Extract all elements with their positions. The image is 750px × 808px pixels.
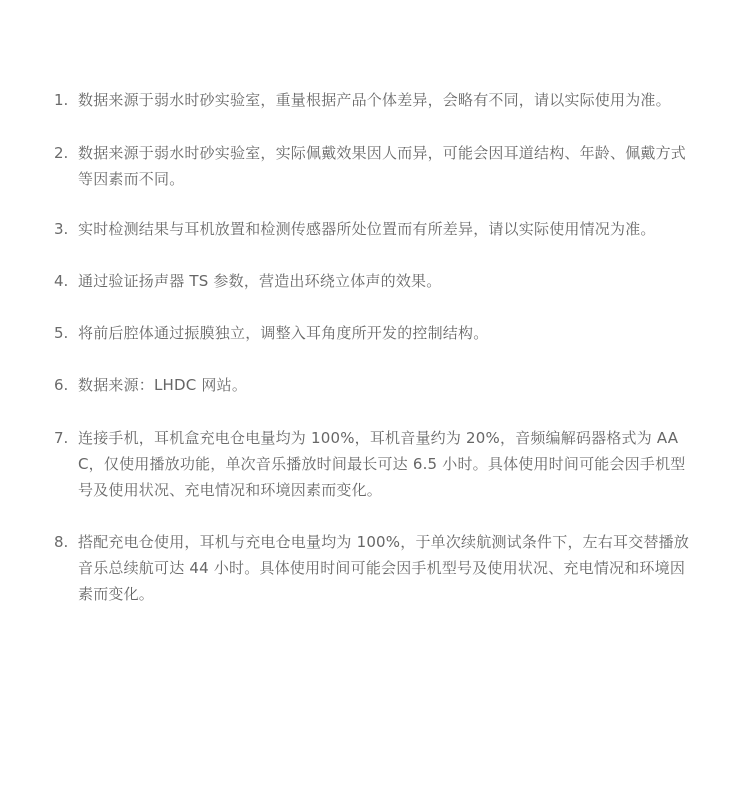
footnote-text: 将前后腔体通过振膜独立，调整入耳角度所开发的控制结构。 (78, 324, 489, 342)
footnote-number: 6. (54, 376, 69, 394)
footnote-text: 数据来源于弱水时砂实验室，实际佩戴效果因人而异，可能会因耳道结构、年龄、佩戴方式等因素而不同。 (78, 144, 687, 188)
footnote-number: 4. (54, 272, 69, 290)
footnote-number: 5. (54, 324, 69, 342)
footnote-text: 数据来源于弱水时砂实验室，重量根据产品个体差异，会略有不同，请以实际使用为准。 (78, 91, 671, 109)
footnote-text: 搭配充电仓使用，耳机与充电仓电量均为 100%，于单次续航测试条件下，左右耳交替播放音乐总续航可达 44 小时。具体使用时间可能会因手机型号及使用状况、充电情况和环境因素而变化。 (78, 533, 690, 603)
footnote-number: 2. (54, 144, 69, 162)
footnote-number: 7. (54, 429, 69, 447)
footnote-text: 实时检测结果与耳机放置和检测传感器所处位置而有所差异，请以实际使用情况为准。 (78, 220, 656, 238)
footnote-number: 1. (54, 91, 69, 109)
footnote-text: 连接手机，耳机盒充电仓电量均为 100%，耳机音量约为 20%，音频编解码器格式为 AAC，仅使用播放功能，单次音乐播放时间最长可达 6.5 小时。具体使用时间可能会因手机型号及使用状况、充电情况和环境因素而变化。 (78, 429, 686, 499)
footnote-text: 数据来源：LHDC 网站。 (78, 376, 248, 394)
footnote-number: 3. (54, 220, 69, 238)
footnote-number: 8. (54, 533, 69, 551)
footnote-text: 通过验证扬声器 TS 参数，营造出环绕立体声的效果。 (78, 272, 442, 290)
